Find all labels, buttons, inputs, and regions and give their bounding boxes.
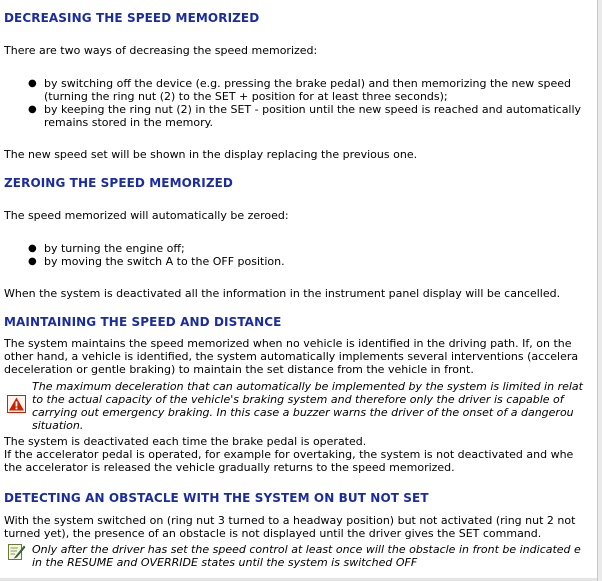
heading-zeroing-speed: ZEROING THE SPEED MEMORIZED: [4, 176, 233, 190]
paragraph-intro: There are two ways of decreasing the speed memorized:: [4, 44, 318, 57]
heading-detecting-obstacle: DETECTING AN OBSTACLE WITH THE SYSTEM ON BUT NOT SET: [4, 491, 429, 505]
paragraph-body: The system maintains the speed memorized when no vehicle is identified in the driving path. If, on the other hand, a vehicle is identified, the system automatically implements several interventions (accelera deceleration or gentle braking) to maintain the set distance from the vehicle in front.: [4, 337, 579, 376]
bullet-icon: ●: [28, 78, 37, 89]
warning-triangle-icon: [7, 395, 26, 413]
document-content: DECREASING THE SPEED MEMORIZED There are two ways of decreasing the speed memorized: ● by switching off the device (e.g. pressing the brake pedal) and then memorizing the new speed (turning the ring nut (2) to the SET + position for at least three seconds); ● by keeping the ring nut (2) in the SET - position until the new speed is reached and automatically remains stored in the memory. The new speed set will be shown in the display replacing the previous one. ZEROING THE SPEED MEMORIZED The speed memorized will automatically be zeroed: ● by turning the engine off; ● by moving the switch A to the OFF position. When the system is deactivated all the information in the instrument panel display will be cancelled. MAINTAINING THE SPEED AND DISTANCE The system maintains the speed memorized when no vehicle is identified in the driving path. If, on the other hand, a vehicle is identified, the system automatically implements several interventions (accelera deceleration or gentle braking) to maintain the set distance from the vehicle in front. The maximum deceleration that can automatically be implemented by the system is limited in relat to the actual capacity of the vehicle's braking system and therefore only the driver is capable of carrying out emergency braking. In this case a buzzer warns the driver of the onset of a dangerou situation. The system is deactivated each time the brake pedal is operated. If the accelerator pedal is operated, for example for overtaking, the system is not deactivated and whe the accelerator is released the vehicle gradually returns to the speed memorized. DETECTING AN OBSTACLE WITH THE SYSTEM ON BUT NOT SET With the system switched on (ring nut 3 turned to a headway position) but not activated (ring nut 2 not turned yet), the presence of an obstacle is not displayed until the driver gives the SET command. Only after the driver has set the speed control at least once will the obstacle in front be indicated e in the RESUME and OVERRIDE states until the system is switched OFF: [4, 11, 583, 569]
vertical-scrollbar[interactable]: [597, 0, 602, 581]
heading-decreasing-speed: DECREASING THE SPEED MEMORIZED: [4, 11, 260, 25]
paragraph-outro: When the system is deactivated all the information in the instrument panel display will be cancelled.: [4, 287, 561, 300]
paragraph-intro: The speed memorized will automatically be zeroed:: [4, 209, 289, 222]
bullet-icon: ●: [28, 256, 37, 267]
paragraph-outro: The new speed set will be shown in the display replacing the previous one.: [4, 148, 418, 161]
paragraph-body: With the system switched on (ring nut 3 turned to a headway position) but not activated (ring nut 2 not turned yet), the presence of an obstacle is not displayed until the driver gives the SET command.: [4, 514, 576, 540]
note-pencil-icon: [7, 543, 26, 561]
heading-maintaining-speed: MAINTAINING THE SPEED AND DISTANCE: [4, 315, 282, 329]
bullet-icon: ●: [28, 104, 37, 115]
bullet-icon: ●: [28, 243, 37, 254]
paragraph-after: The system is deactivated each time the brake pedal is operated. If the accelerator pedal is operated, for example for overtaking, the system is not deactivated and whe the accelerator is released the vehicle gradually returns to the speed memorized.: [4, 435, 574, 474]
